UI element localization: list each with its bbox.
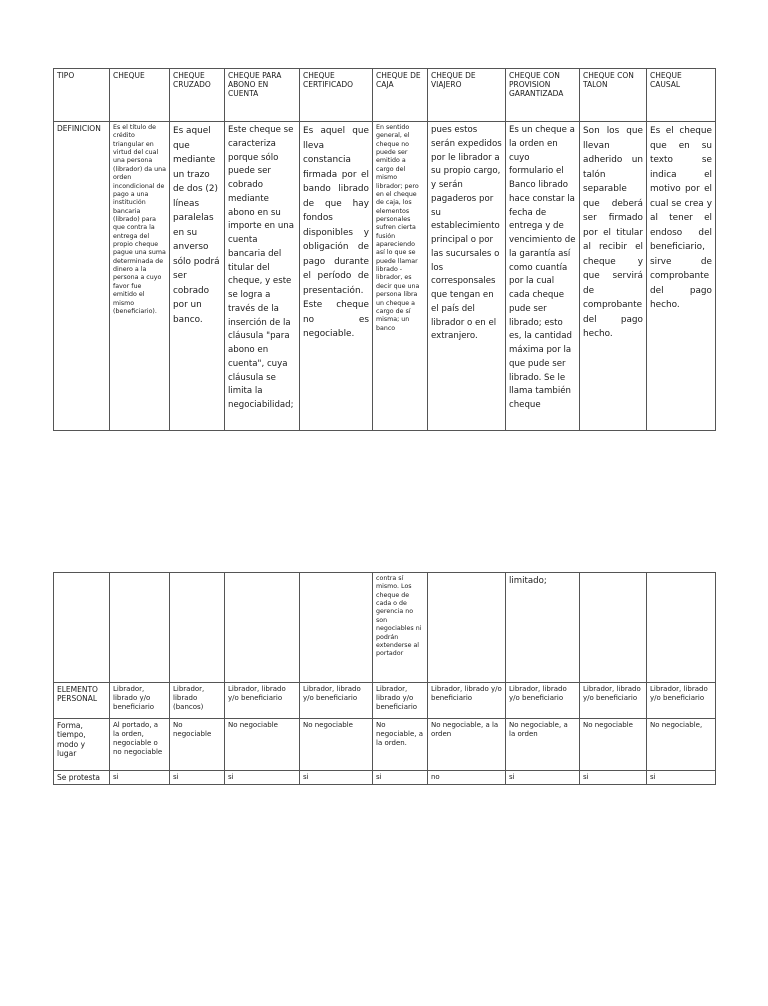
row-label-elemento-personal: ELEMENTO PERSONAL <box>54 683 110 719</box>
header-cell-cheque-talon: CHEQUE CON TALON <box>580 69 647 122</box>
row-label-definicion: DEFINICION <box>54 122 110 431</box>
continuation-cell <box>54 573 110 683</box>
definition-cheque-talon: Son los que llevan adherido un talón separable que deberá ser firmado por el titular al recibir el cheque y que servirá de comprobante del pago hecho. <box>580 122 647 431</box>
table-cell: Librador, librado y/o beneficiario <box>373 683 428 719</box>
header-cell-cheque: CHEQUE <box>110 69 170 122</box>
table-cell: Librador, librado y/o beneficiario <box>300 683 373 719</box>
definition-cheque-provision: Es un cheque a la orden en cuyo formulario el Banco librado hace constar la fecha de entrega y de vencimiento de la garantía así como cuantía por la cual cada cheque pude ser librado; esto es, la cantidad máxima por la que pude ser librado. Se le llama también cheque <box>506 122 580 431</box>
header-cell-cheque-certificado: CHEQUE CERTIFICADO <box>300 69 373 122</box>
table-cell: No negociable, a la orden <box>506 719 580 771</box>
table-cell: Librador, librado y/o beneficiario <box>225 683 300 719</box>
header-row <box>54 69 716 122</box>
table-cell: Librador, librado y/o beneficiario <box>580 683 647 719</box>
table-cell: No negociable <box>300 719 373 771</box>
table-cell: Librador, librado y/o beneficiario <box>428 683 506 719</box>
table-cell: si <box>170 771 225 785</box>
continuation-cell <box>428 573 506 683</box>
table-cell: si <box>647 771 716 785</box>
table-cell: no <box>428 771 506 785</box>
table-cell: si <box>580 771 647 785</box>
table-cell: Librador, librado y/o beneficiario <box>506 683 580 719</box>
table-cell: Al portado, a la orden, negociable o no negociable <box>110 719 170 771</box>
definition-row <box>54 122 716 431</box>
table-cell: No negociable <box>170 719 225 771</box>
table-cell: si <box>300 771 373 785</box>
row-label-forma-tiempo: Forma, tiempo, modo y lugar <box>54 719 110 771</box>
definition-cheque-cruzado: Es aquel que mediante un trazo de dos (2) líneas paralelas en su anverso sólo podrá ser cobrado por un banco. <box>170 122 225 431</box>
table-cell: No negociable <box>580 719 647 771</box>
header-cell-cheque-cruzado: CHEQUE CRUZADO <box>170 69 225 122</box>
comparison-table-bottom <box>53 572 716 785</box>
definition-cheque-abono-cuenta: Este cheque se caracteriza porque sólo puede ser cobrado mediante abono en su importe en una cuenta bancaria del titular del cheque, y este se logra a través de la inserción de la cláusula "para abono en cuenta", cuya cláusula se limita la negociabilidad; <box>225 122 300 431</box>
header-cell-tipo: TIPO <box>54 69 110 122</box>
continuation-cell <box>580 573 647 683</box>
table-cell: Librador, librado y/o beneficiario <box>110 683 170 719</box>
table-cell: No negociable, a la orden <box>428 719 506 771</box>
comparison-table-top <box>53 68 716 431</box>
definition-cheque-viajero: pues estos serán expedidos por le librador a su propio cargo, y serán pagaderos por su establecimiento principal o por las sucursales o los corresponsales que tengan en el país del librador o en el extranjero. <box>428 122 506 431</box>
definition-cheque-certificado: Es aquel que lleva constancia firmada por el bando librado de que hay fondos disponibles y obligación de pago durante el período de presentación. Este cheque no es negociable. <box>300 122 373 431</box>
continuation-cheque-provision: limitado; <box>506 573 580 683</box>
row-label-se-protesta: Se protesta <box>54 771 110 785</box>
continuation-cell <box>647 573 716 683</box>
definition-cheque-causal: Es el cheque que en su texto se indica el motivo por el cual se crea y al tener el endoso del beneficiario, sirve de comprobante del pago hecho. <box>647 122 716 431</box>
elemento-personal-row <box>54 683 716 719</box>
table-cell: si <box>373 771 428 785</box>
continuation-cell <box>170 573 225 683</box>
definition-cheque: Es el título de crédito triangular en virtud del cual una persona (librador) da una orden incondicional de pago a una institución bancaria (librado) para que contra la entrega del propio cheque pague una suma determinada de dinero a la persona a cuyo favor fue emitido el mismo (beneficiario). <box>110 122 170 431</box>
table-cell: si <box>506 771 580 785</box>
header-cell-cheque-viajero: CHEQUE DE VIAJERO <box>428 69 506 122</box>
header-cell-cheque-caja: CHEQUE DE CAJA <box>373 69 428 122</box>
continuation-cheque-caja: contra sí mismo. Los cheque de cada o de gerencia no son negociables ni podrán extenderse al portador <box>373 573 428 683</box>
definition-cheque-caja: En sentido general, el cheque no puede ser emitido a cargo del mismo librador; pero en el cheque de caja, los elementos personales sufren cierta fusión apareciendo así lo que se puede llamar librado - librador, es decir que una persona libra un cheque a cargo de sí misma; un banco <box>373 122 428 431</box>
table-cell: No negociable, <box>647 719 716 771</box>
table-cell: No negociable, a la orden. <box>373 719 428 771</box>
continuation-cell <box>300 573 373 683</box>
header-cell-cheque-abono-cuenta: CHEQUE PARA ABONO EN CUENTA <box>225 69 300 122</box>
table-cell: Librador, librado y/o beneficiario <box>647 683 716 719</box>
continuation-cell <box>225 573 300 683</box>
continuation-row <box>54 573 716 683</box>
se-protesta-row <box>54 771 716 785</box>
table-cell: si <box>110 771 170 785</box>
table-cell: Librador, librado (bancos) <box>170 683 225 719</box>
continuation-cell <box>110 573 170 683</box>
header-cell-cheque-causal: CHEQUE CAUSAL <box>647 69 716 122</box>
header-cell-cheque-provision: CHEQUE CON PROVISION GARANTIZADA <box>506 69 580 122</box>
table-cell: si <box>225 771 300 785</box>
forma-tiempo-row <box>54 719 716 771</box>
table-cell: No negociable <box>225 719 300 771</box>
